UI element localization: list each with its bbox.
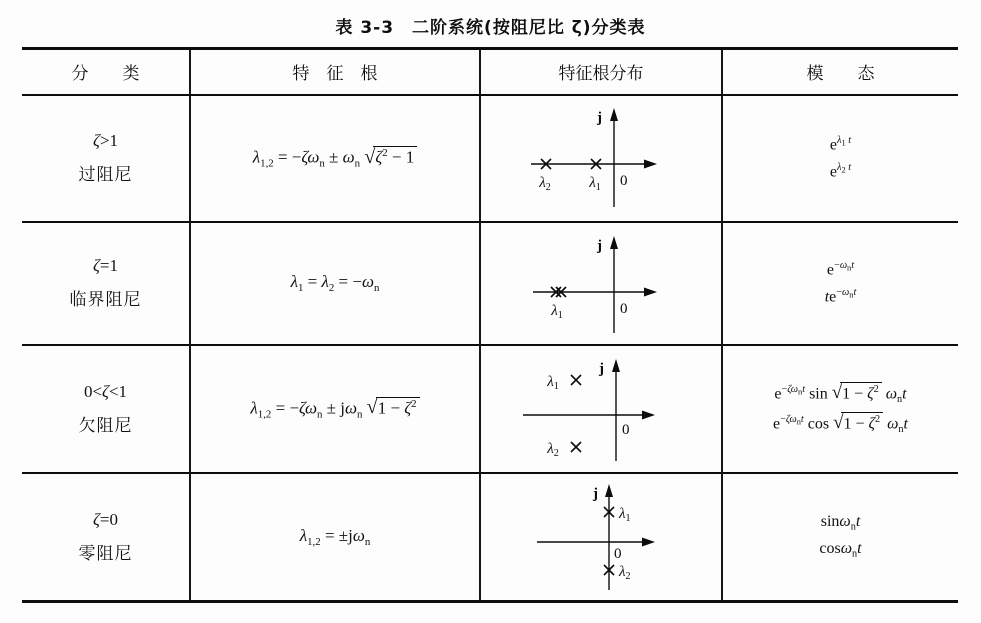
roots-formula: $\lambda_1 = \lambda_2 = -\omega_n$ [290,272,380,294]
origin-label: 0 [622,421,630,438]
pole-plot-undamped [481,474,723,600]
pole-plot-critically-damped [481,223,723,343]
pole-plot-overdamped [481,97,723,219]
mode-expression: $e^{-\zeta\omega_nt}$ $\cos √1 - \zeta^2$ $\omega_nt$ [773,412,908,435]
damping-name: 欠阻尼 [78,415,133,435]
modes-cell [722,345,958,473]
origin-label: 0 [620,173,628,189]
table-row-undamped [22,473,958,602]
header-cell-root-distribution: 特征根分布 [480,49,722,95]
roots-cell [190,95,480,222]
mode-expression: $e^{\lambda_2 t}$ [829,161,852,180]
pole-plot-underdamped [481,347,723,471]
classification-cell [22,222,190,345]
header-cell-characteristic-roots: 特 征 根 [190,49,480,95]
pole-label: $\lambda_2$ [539,175,551,193]
distribution-cell [480,345,722,473]
classification-cell [22,95,190,222]
header-cell-modes: 模 态 [722,49,958,95]
real-axis-arrowhead-icon [642,537,655,546]
pole-label: $\lambda_2$ [619,563,631,582]
modes-cell [722,222,958,345]
origin-label: 0 [614,545,622,562]
pole-cross-icon [571,442,581,452]
imaginary-axis-arrowhead-icon [612,359,620,372]
mode-expression: $te^{-\omega_nt}$ [824,286,857,305]
pole-label: $\lambda_1$ [547,373,559,392]
modes-cell [722,95,958,222]
j-axis-label: j [597,238,602,254]
header-row [22,49,958,95]
mode-expression: cosω$_n$t [819,540,862,560]
damping-name: 零阻尼 [78,543,133,563]
mode-expression: $e^{-\zeta\omega_nt}$ $\sin √1 - \zeta^2$ $\omega_nt$ [774,382,907,405]
damping-condition: ζ=0 [93,509,118,529]
damping-condition: ζ=1 [93,256,118,275]
j-axis-label: j [599,360,604,377]
imaginary-axis-arrowhead-icon [610,108,618,121]
page-title: 表 3-3 二阶系统(按阻尼比 ζ)分类表 [335,18,646,38]
distribution-cell [480,473,722,602]
mode-expression: $e^{-\omega_nt}$ [826,260,855,279]
distribution-cell [480,222,722,345]
roots-cell [190,345,480,473]
damping-condition: 0<ζ<1 [83,381,128,401]
table-row-underdamped [22,345,958,473]
j-axis-label: j [597,110,602,126]
imaginary-axis-arrowhead-icon [610,236,618,249]
classification-table [22,47,958,603]
table-row-critically-damped [22,222,958,345]
classification-cell [22,473,190,602]
damping-name: 临界阻尼 [69,290,142,309]
table-row-overdamped [22,95,958,222]
roots-formula: $\lambda_{1,2} = -\zeta\omega_n \pm \omega_n$ $√\zeta^2 - 1$ [191,146,479,170]
damping-name: 过阻尼 [78,165,133,184]
real-axis-arrowhead-icon [644,160,657,169]
mode-expression: sinω$_n$t [820,513,861,533]
roots-cell [190,473,480,602]
roots-cell [190,222,480,345]
pole-label: $\lambda_1$ [551,303,563,321]
origin-label: 0 [620,301,628,317]
imaginary-axis-arrowhead-icon [605,484,613,497]
pole-label: $\lambda_2$ [547,440,559,459]
distribution-cell [480,95,722,222]
mode-expression: $e^{\lambda_1 t}$ [829,135,852,154]
modes-cell [722,473,958,602]
real-axis-arrowhead-icon [642,410,655,419]
real-axis-arrowhead-icon [644,288,657,297]
pole-label: $\lambda_1$ [619,505,631,524]
pole-label: $\lambda_1$ [589,175,601,193]
roots-formula: $\lambda_{1,2} = \pm j\omega_n$ [299,525,371,548]
pole-cross-icon [571,375,581,385]
damping-condition: ζ>1 [93,131,118,150]
classification-cell [22,345,190,473]
header-cell-classification: 分 类 [22,49,190,95]
j-axis-label: j [593,485,598,502]
roots-formula: $\lambda_{1,2} = -\zeta\omega_n \pm j\omega_n$ $√1 - \zeta^2$ [191,397,479,421]
